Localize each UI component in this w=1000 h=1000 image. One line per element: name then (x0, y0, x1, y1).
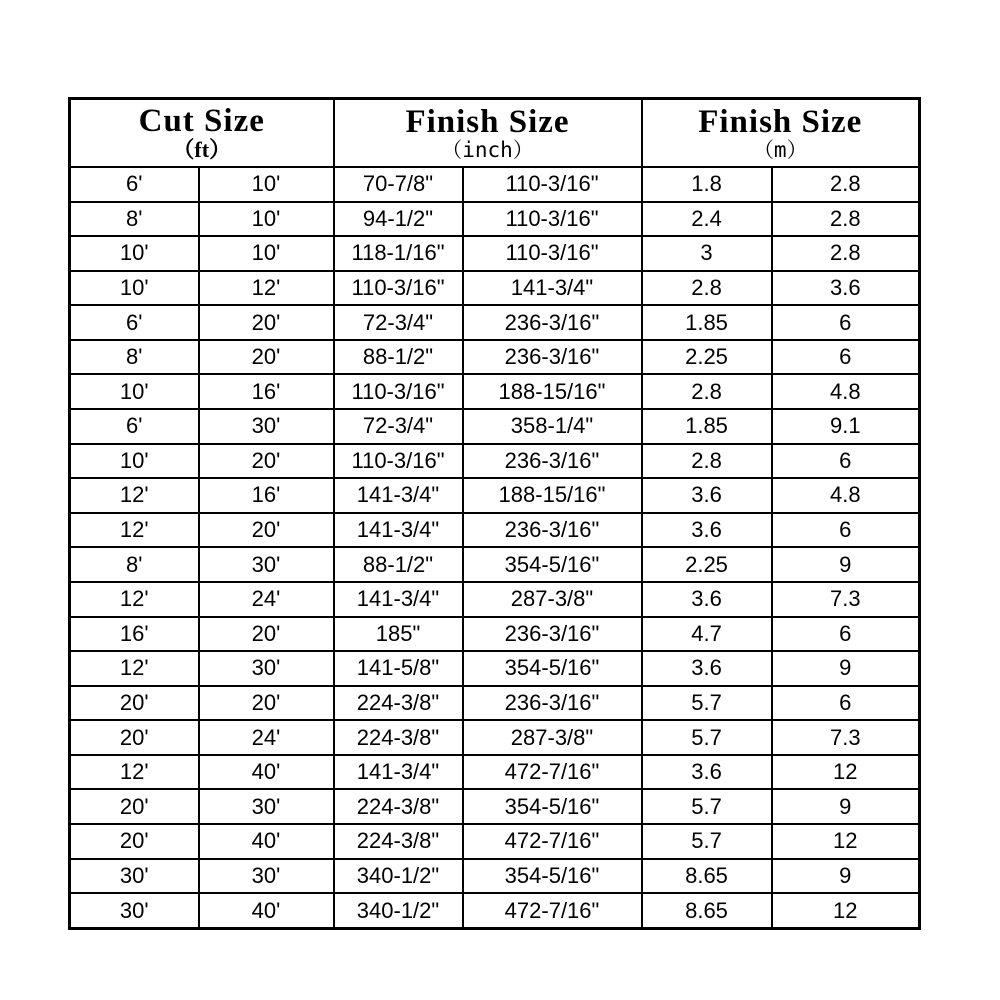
cell-finish-m-2: 6 (772, 444, 920, 479)
cell-finish-m-2: 3.6 (772, 271, 920, 306)
cell-cut-ft-2: 20' (199, 686, 334, 721)
cell-finish-inch-1: 141-3/4" (334, 478, 463, 513)
header-label: Cut Size (138, 103, 265, 139)
cell-finish-inch-2: 354-5/16" (463, 547, 642, 582)
cell-cut-ft-1: 10' (70, 271, 199, 306)
table-row (70, 478, 920, 513)
cell-finish-inch-1: 72-3/4" (334, 409, 463, 444)
cell-cut-ft-1: 20' (70, 824, 199, 859)
cell-cut-ft-1: 6' (70, 409, 199, 444)
cell-finish-inch-2: 472-7/16" (463, 755, 642, 790)
header-unit: （m） (752, 137, 808, 162)
cell-finish-inch-2: 236-3/16" (463, 305, 642, 340)
cell-cut-ft-1: 10' (70, 374, 199, 409)
cell-finish-inch-1: 88-1/2" (334, 340, 463, 375)
cell-finish-inch-2: 354-5/16" (463, 651, 642, 686)
cell-finish-m-2: 6 (772, 513, 920, 548)
table-row (70, 789, 920, 824)
cell-finish-inch-2: 236-3/16" (463, 444, 642, 479)
table-row (70, 409, 920, 444)
header-label: Finish Size (698, 103, 863, 140)
cell-finish-inch-2: 110-3/16" (463, 167, 642, 202)
cell-finish-inch-1: 185" (334, 617, 463, 652)
header-unit: （ft） (172, 137, 232, 162)
cell-cut-ft-1: 10' (70, 236, 199, 271)
cell-cut-ft-2: 12' (199, 271, 334, 306)
cell-finish-inch-1: 141-5/8" (334, 651, 463, 686)
cell-finish-m-2: 9.1 (772, 409, 920, 444)
cell-finish-inch-1: 94-1/2" (334, 202, 463, 237)
cell-finish-m-2: 6 (772, 686, 920, 721)
cell-cut-ft-2: 10' (199, 202, 334, 237)
cell-finish-m-1: 2.25 (642, 547, 772, 582)
cell-finish-inch-2: 236-3/16" (463, 617, 642, 652)
cell-finish-m-1: 2.8 (642, 374, 772, 409)
table-row (70, 513, 920, 548)
cell-finish-inch-1: 340-1/2" (334, 893, 463, 928)
cell-finish-m-1: 8.65 (642, 893, 772, 928)
cell-cut-ft-2: 10' (199, 236, 334, 271)
cell-finish-inch-1: 224-3/8" (334, 686, 463, 721)
header-label: Finish Size (405, 103, 570, 140)
cell-finish-inch-2: 472-7/16" (463, 893, 642, 928)
cell-finish-inch-1: 141-3/4" (334, 582, 463, 617)
cell-cut-ft-1: 6' (70, 305, 199, 340)
cell-finish-inch-2: 188-15/16" (463, 374, 642, 409)
cell-finish-inch-2: 354-5/16" (463, 789, 642, 824)
cell-finish-m-1: 5.7 (642, 686, 772, 721)
cell-finish-inch-2: 236-3/16" (463, 686, 642, 721)
cell-cut-ft-2: 24' (199, 582, 334, 617)
cell-cut-ft-2: 20' (199, 305, 334, 340)
cell-cut-ft-1: 30' (70, 893, 199, 928)
cell-cut-ft-1: 10' (70, 444, 199, 479)
cell-cut-ft-2: 40' (199, 824, 334, 859)
cell-cut-ft-1: 20' (70, 686, 199, 721)
cell-finish-inch-1: 110-3/16" (334, 374, 463, 409)
size-conversion-table (68, 97, 921, 930)
cell-cut-ft-1: 12' (70, 755, 199, 790)
cell-finish-m-2: 6 (772, 305, 920, 340)
cell-finish-m-1: 5.7 (642, 824, 772, 859)
cell-cut-ft-2: 30' (199, 409, 334, 444)
cell-finish-inch-2: 472-7/16" (463, 824, 642, 859)
cell-cut-ft-2: 20' (199, 444, 334, 479)
cell-cut-ft-1: 8' (70, 202, 199, 237)
table-row (70, 859, 920, 894)
table-row (70, 167, 920, 202)
cell-cut-ft-2: 40' (199, 893, 334, 928)
table-row (70, 755, 920, 790)
cell-finish-inch-2: 188-15/16" (463, 478, 642, 513)
table-row (70, 444, 920, 479)
header-unit: （inch） (441, 137, 534, 162)
cell-finish-m-2: 7.3 (772, 720, 920, 755)
cell-cut-ft-1: 6' (70, 167, 199, 202)
cell-finish-m-2: 9 (772, 859, 920, 894)
table-row (70, 651, 920, 686)
cell-finish-m-2: 2.8 (772, 167, 920, 202)
cell-finish-m-1: 3.6 (642, 513, 772, 548)
cell-finish-m-2: 7.3 (772, 582, 920, 617)
cell-finish-m-2: 2.8 (772, 236, 920, 271)
cell-cut-ft-1: 12' (70, 513, 199, 548)
header-finish-size-m (642, 99, 920, 168)
cell-finish-m-2: 6 (772, 617, 920, 652)
cell-finish-inch-1: 141-3/4" (334, 755, 463, 790)
table-row (70, 720, 920, 755)
table-row (70, 271, 920, 306)
cell-finish-inch-1: 110-3/16" (334, 444, 463, 479)
cell-finish-inch-2: 287-3/8" (463, 720, 642, 755)
table-row (70, 340, 920, 375)
table-row (70, 202, 920, 237)
cell-finish-inch-1: 340-1/2" (334, 859, 463, 894)
table-row (70, 236, 920, 271)
cell-finish-inch-1: 118-1/16" (334, 236, 463, 271)
cell-cut-ft-2: 30' (199, 651, 334, 686)
cell-finish-inch-1: 110-3/16" (334, 271, 463, 306)
cell-finish-m-1: 8.65 (642, 859, 772, 894)
cell-finish-m-1: 1.85 (642, 409, 772, 444)
cell-cut-ft-2: 30' (199, 789, 334, 824)
cell-cut-ft-2: 20' (199, 340, 334, 375)
cell-finish-inch-1: 88-1/2" (334, 547, 463, 582)
cell-finish-inch-1: 141-3/4" (334, 513, 463, 548)
cell-finish-m-2: 4.8 (772, 478, 920, 513)
cell-finish-m-1: 2.25 (642, 340, 772, 375)
cell-finish-m-1: 5.7 (642, 789, 772, 824)
cell-finish-inch-1: 224-3/8" (334, 720, 463, 755)
cell-finish-m-1: 2.8 (642, 444, 772, 479)
cell-finish-m-2: 4.8 (772, 374, 920, 409)
cell-finish-m-1: 3.6 (642, 755, 772, 790)
cell-cut-ft-2: 16' (199, 478, 334, 513)
table-row (70, 374, 920, 409)
cell-finish-m-2: 12 (772, 893, 920, 928)
cell-finish-inch-1: 72-3/4" (334, 305, 463, 340)
cell-finish-inch-1: 224-3/8" (334, 789, 463, 824)
table-row (70, 582, 920, 617)
cell-finish-m-2: 9 (772, 789, 920, 824)
cell-finish-m-2: 12 (772, 755, 920, 790)
cell-cut-ft-2: 30' (199, 859, 334, 894)
table-row (70, 617, 920, 652)
cell-finish-m-2: 9 (772, 651, 920, 686)
table-body (70, 167, 920, 929)
header-finish-size-inch (334, 99, 642, 168)
table-row (70, 824, 920, 859)
cell-cut-ft-2: 20' (199, 513, 334, 548)
cell-finish-inch-1: 70-7/8" (334, 167, 463, 202)
cell-finish-m-1: 5.7 (642, 720, 772, 755)
cell-finish-m-1: 3 (642, 236, 772, 271)
cell-finish-inch-2: 236-3/16" (463, 340, 642, 375)
cell-cut-ft-1: 20' (70, 789, 199, 824)
cell-cut-ft-1: 20' (70, 720, 199, 755)
cell-finish-inch-2: 354-5/16" (463, 859, 642, 894)
cell-cut-ft-2: 24' (199, 720, 334, 755)
cell-cut-ft-1: 16' (70, 617, 199, 652)
cell-finish-m-2: 6 (772, 340, 920, 375)
cell-cut-ft-1: 8' (70, 547, 199, 582)
cell-finish-m-1: 3.6 (642, 582, 772, 617)
header-cut-size-ft (70, 99, 334, 168)
header-row (70, 99, 920, 168)
cell-cut-ft-1: 30' (70, 859, 199, 894)
cell-cut-ft-2: 40' (199, 755, 334, 790)
cell-finish-inch-2: 287-3/8" (463, 582, 642, 617)
table-row (70, 893, 920, 928)
cell-finish-inch-2: 141-3/4" (463, 271, 642, 306)
cell-finish-inch-2: 110-3/16" (463, 236, 642, 271)
cell-finish-m-2: 2.8 (772, 202, 920, 237)
cell-cut-ft-1: 12' (70, 478, 199, 513)
cell-finish-m-1: 1.85 (642, 305, 772, 340)
cell-finish-inch-1: 224-3/8" (334, 824, 463, 859)
cell-finish-m-2: 12 (772, 824, 920, 859)
cell-finish-m-1: 1.8 (642, 167, 772, 202)
cell-cut-ft-2: 20' (199, 617, 334, 652)
table-row (70, 547, 920, 582)
cell-finish-m-1: 2.4 (642, 202, 772, 237)
cell-finish-inch-2: 358-1/4" (463, 409, 642, 444)
cell-finish-m-1: 3.6 (642, 478, 772, 513)
cell-finish-m-1: 3.6 (642, 651, 772, 686)
cell-cut-ft-2: 30' (199, 547, 334, 582)
cell-finish-inch-2: 110-3/16" (463, 202, 642, 237)
cell-cut-ft-1: 12' (70, 651, 199, 686)
table-row (70, 305, 920, 340)
cell-cut-ft-2: 16' (199, 374, 334, 409)
cell-finish-m-2: 9 (772, 547, 920, 582)
cell-finish-m-1: 4.7 (642, 617, 772, 652)
table-row (70, 686, 920, 721)
cell-finish-inch-2: 236-3/16" (463, 513, 642, 548)
cell-finish-m-1: 2.8 (642, 271, 772, 306)
cell-cut-ft-1: 8' (70, 340, 199, 375)
cell-cut-ft-2: 10' (199, 167, 334, 202)
cell-cut-ft-1: 12' (70, 582, 199, 617)
